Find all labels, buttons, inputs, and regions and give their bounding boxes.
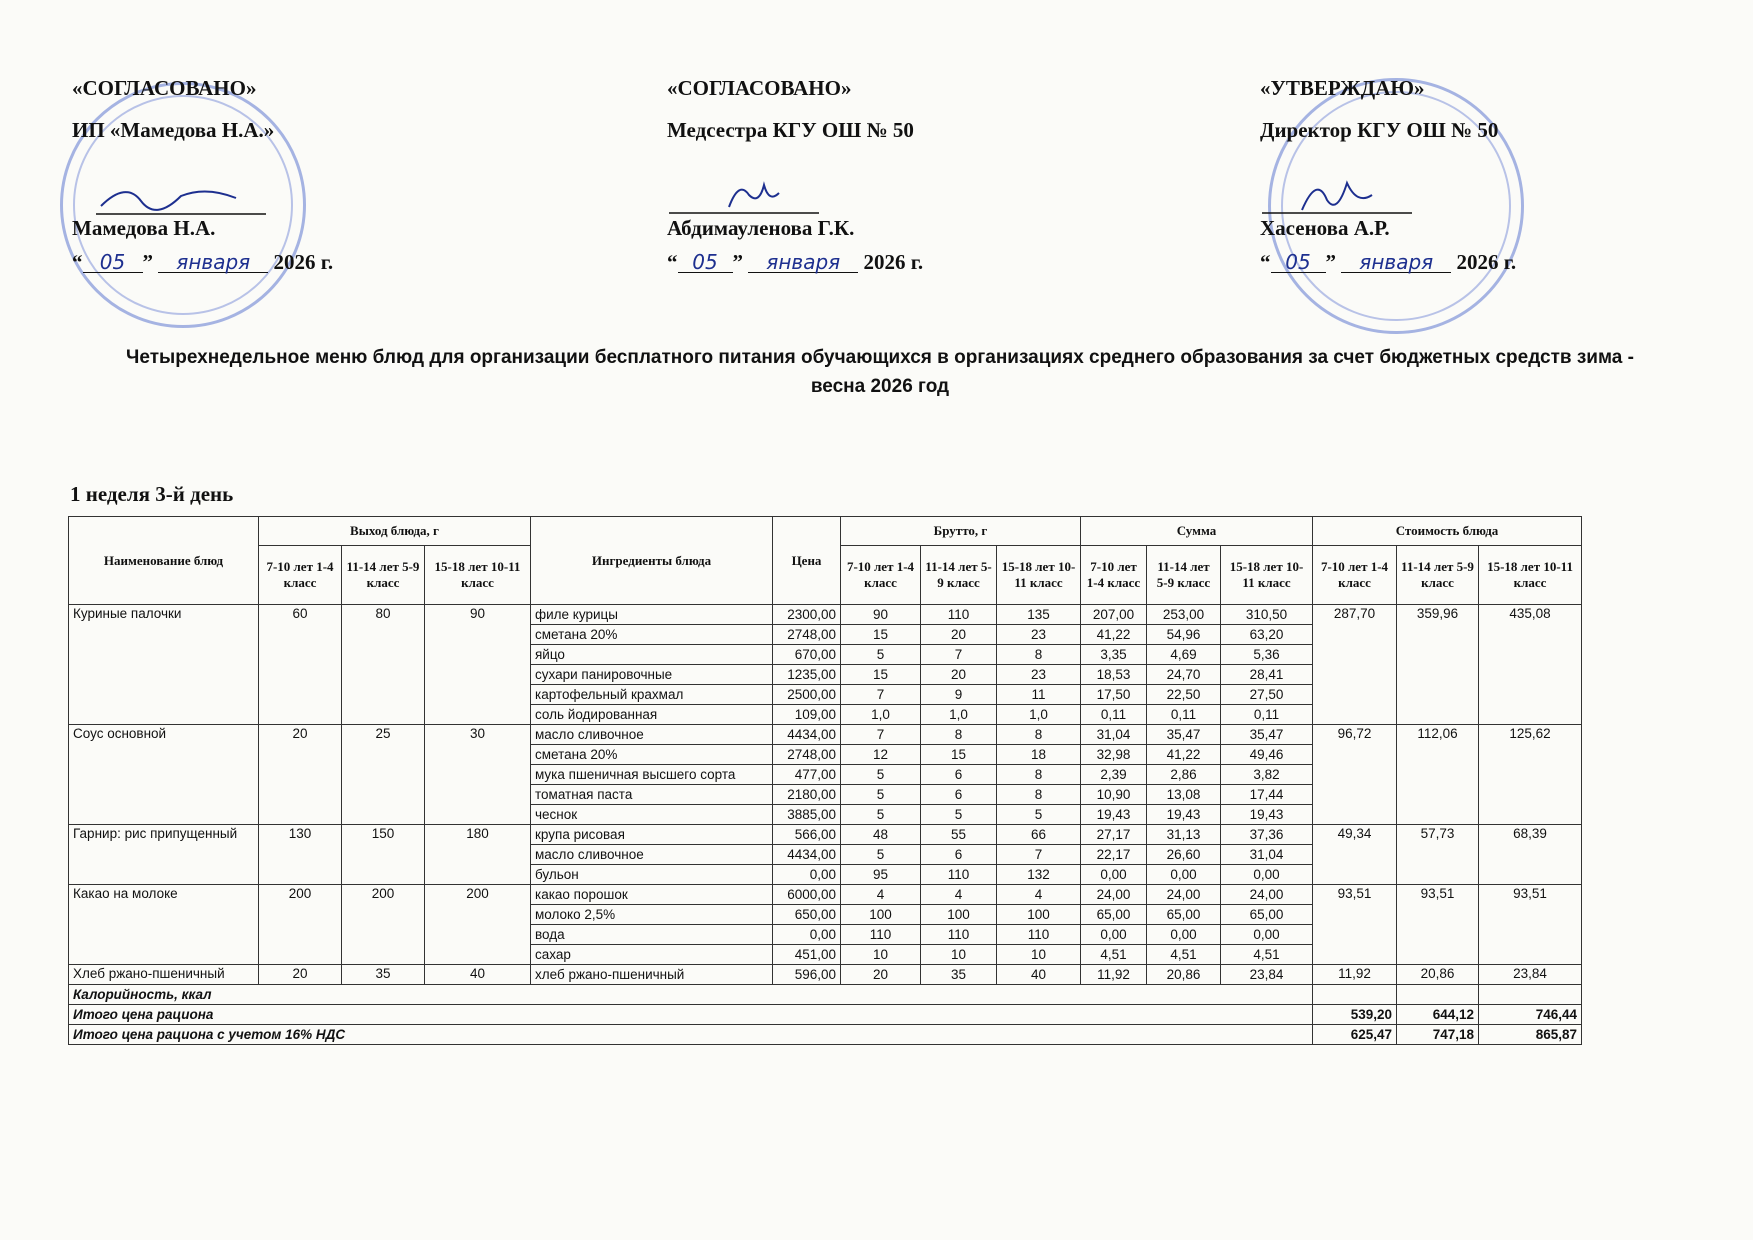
header-ingredients: Ингредиенты блюда — [531, 517, 773, 605]
date-day: 05 — [83, 252, 143, 273]
ingredient-sum: 0,00 — [1221, 925, 1313, 945]
ingredient-sum: 11,92 — [1081, 965, 1147, 985]
subheader-sum-age-group: 11-14 лет 5-9 класс — [1147, 546, 1221, 605]
dish-name: Какао на молоке — [69, 885, 259, 965]
ingredient-price: 1235,00 — [773, 665, 841, 685]
ingredient-price: 477,00 — [773, 765, 841, 785]
ingredient-price: 451,00 — [773, 945, 841, 965]
ingredient-gross: 8 — [997, 725, 1081, 745]
dish-name: Соус основной — [69, 725, 259, 825]
dish-cost: 112,06 — [1397, 725, 1479, 825]
date-month: января — [748, 252, 858, 273]
approval-organization: Директор КГУ ОШ № 50 — [1260, 118, 1499, 142]
ingredient-gross: 1,0 — [997, 705, 1081, 725]
ingredient-sum: 22,17 — [1081, 845, 1147, 865]
signature-supplier — [76, 176, 266, 216]
ingredient-sum: 23,84 — [1221, 965, 1313, 985]
dish-output: 200 — [425, 885, 531, 965]
ingredient-name: чеснок — [531, 805, 773, 825]
ingredient-price: 670,00 — [773, 645, 841, 665]
approval-signer-name: Абдимауленова Г.К. — [667, 216, 855, 240]
ingredient-gross: 8 — [997, 765, 1081, 785]
dish-output: 80 — [342, 605, 425, 725]
header-sum: Сумма — [1081, 517, 1313, 546]
ingredient-name: масло сливочное — [531, 725, 773, 745]
ingredient-gross: 110 — [921, 605, 997, 625]
ingredient-gross: 15 — [841, 665, 921, 685]
totals-row — [69, 1005, 1582, 1025]
table-row — [69, 965, 1582, 985]
subheader-sum-age-group: 7-10 лет 1-4 класс — [1081, 546, 1147, 605]
header-gross: Брутто, г — [841, 517, 1081, 546]
subheader-cost-age-group: 11-14 лет 5-9 класс — [1397, 546, 1479, 605]
ingredient-sum: 31,13 — [1147, 825, 1221, 845]
ingredient-gross: 110 — [921, 865, 997, 885]
totals-value: 625,47 — [1313, 1025, 1397, 1045]
ingredient-gross: 5 — [997, 805, 1081, 825]
ingredient-sum: 10,90 — [1081, 785, 1147, 805]
dish-output: 200 — [342, 885, 425, 965]
ingredient-name: сухари панировочные — [531, 665, 773, 685]
dish-output: 150 — [342, 825, 425, 885]
ingredient-sum: 27,17 — [1081, 825, 1147, 845]
dish-cost: 93,51 — [1479, 885, 1582, 965]
ingredient-price: 0,00 — [773, 925, 841, 945]
ingredient-name: сметана 20% — [531, 745, 773, 765]
ingredient-price: 4434,00 — [773, 725, 841, 745]
ingredient-sum: 5,36 — [1221, 645, 1313, 665]
ingredient-gross: 5 — [841, 765, 921, 785]
header-dish-name: Наименование блюд — [69, 517, 259, 605]
ingredient-gross: 5 — [921, 805, 997, 825]
approval-date: “ 05 ” января 2026 г. — [1260, 250, 1517, 274]
ingredient-sum: 54,96 — [1147, 625, 1221, 645]
ingredient-price: 650,00 — [773, 905, 841, 925]
ingredient-name: хлеб ржано-пшеничный — [531, 965, 773, 985]
approval-date: “ 05 ” января 2026 г. — [667, 250, 924, 274]
approval-organization: ИП «Мамедова Н.А.» — [72, 118, 275, 142]
totals-value: 865,87 — [1479, 1025, 1582, 1045]
dish-cost: 93,51 — [1397, 885, 1479, 965]
totals-label: Итого цена рациона — [69, 1005, 1313, 1025]
ingredient-name: вода — [531, 925, 773, 945]
dish-output: 20 — [259, 965, 342, 985]
dish-output: 30 — [425, 725, 531, 825]
ingredient-gross: 4 — [921, 885, 997, 905]
ingredient-name: сахар — [531, 945, 773, 965]
ingredient-gross: 90 — [841, 605, 921, 625]
ingredient-gross: 11 — [997, 685, 1081, 705]
ingredient-gross: 15 — [841, 625, 921, 645]
header-price: Цена — [773, 517, 841, 605]
approval-signer-name: Мамедова Н.А. — [72, 216, 216, 240]
dish-cost: 20,86 — [1397, 965, 1479, 985]
ingredient-gross: 4 — [841, 885, 921, 905]
ingredient-gross: 110 — [921, 925, 997, 945]
ingredient-gross: 1,0 — [841, 705, 921, 725]
subheader-gross-age-group: 15-18 лет 10-11 класс — [997, 546, 1081, 605]
dish-cost: 49,34 — [1313, 825, 1397, 885]
ingredient-gross: 66 — [997, 825, 1081, 845]
ingredient-sum: 28,41 — [1221, 665, 1313, 685]
ingredient-sum: 24,00 — [1081, 885, 1147, 905]
ingredient-price: 109,00 — [773, 705, 841, 725]
subheader-cost-age-group: 15-18 лет 10-11 класс — [1479, 546, 1582, 605]
ingredient-sum: 0,00 — [1081, 925, 1147, 945]
ingredient-gross: 1,0 — [921, 705, 997, 725]
ingredient-name: крупа рисовая — [531, 825, 773, 845]
totals-value: 746,44 — [1479, 1005, 1582, 1025]
dish-cost: 435,08 — [1479, 605, 1582, 725]
ingredient-price: 6000,00 — [773, 885, 841, 905]
ingredient-sum: 0,00 — [1081, 865, 1147, 885]
header-cost: Стоимость блюда — [1313, 517, 1582, 546]
dish-cost: 68,39 — [1479, 825, 1582, 885]
signature-nurse — [669, 174, 819, 216]
ingredient-sum: 4,51 — [1081, 945, 1147, 965]
date-year: 2026 г. — [863, 250, 924, 274]
ingredient-gross: 10 — [841, 945, 921, 965]
ingredient-sum: 63,20 — [1221, 625, 1313, 645]
dish-cost: 287,70 — [1313, 605, 1397, 725]
ingredient-gross: 5 — [841, 805, 921, 825]
ingredient-gross: 18 — [997, 745, 1081, 765]
ingredient-price: 2500,00 — [773, 685, 841, 705]
ingredient-sum: 13,08 — [1147, 785, 1221, 805]
ingredient-sum: 0,00 — [1147, 865, 1221, 885]
ingredient-price: 566,00 — [773, 825, 841, 845]
dish-output: 40 — [425, 965, 531, 985]
ingredient-price: 3885,00 — [773, 805, 841, 825]
ingredient-sum: 65,00 — [1147, 905, 1221, 925]
ingredient-sum: 31,04 — [1221, 845, 1313, 865]
ingredient-price: 2748,00 — [773, 745, 841, 765]
ingredient-sum: 26,60 — [1147, 845, 1221, 865]
header-output: Выход блюда, г — [259, 517, 531, 546]
subheader-gross-age-group: 7-10 лет 1-4 класс — [841, 546, 921, 605]
ingredient-gross: 7 — [921, 645, 997, 665]
subheader-output-age-group: 7-10 лет 1-4 класс — [259, 546, 342, 605]
ingredient-sum: 0,11 — [1081, 705, 1147, 725]
approval-status: «УТВЕРЖДАЮ» — [1260, 76, 1425, 100]
ingredient-gross: 5 — [841, 785, 921, 805]
signature-director — [1262, 174, 1412, 216]
ingredient-sum: 24,00 — [1221, 885, 1313, 905]
ingredient-gross: 5 — [841, 845, 921, 865]
ingredient-sum: 32,98 — [1081, 745, 1147, 765]
subheader-sum-age-group: 15-18 лет 10-11 класс — [1221, 546, 1313, 605]
ingredient-gross: 100 — [841, 905, 921, 925]
ingredient-gross: 20 — [921, 625, 997, 645]
ingredient-sum: 19,43 — [1221, 805, 1313, 825]
approval-organization: Медсестра КГУ ОШ № 50 — [667, 118, 914, 142]
ingredient-sum: 0,00 — [1221, 865, 1313, 885]
ingredient-gross: 4 — [997, 885, 1081, 905]
ingredient-gross: 110 — [997, 925, 1081, 945]
subheader-output-age-group: 15-18 лет 10-11 класс — [425, 546, 531, 605]
totals-value — [1479, 985, 1582, 1005]
totals-label: Итого цена рациона с учетом 16% НДС — [69, 1025, 1313, 1045]
ingredient-sum: 4,51 — [1147, 945, 1221, 965]
dish-output: 60 — [259, 605, 342, 725]
date-day: 05 — [1271, 252, 1326, 273]
menu-table — [68, 516, 1582, 1045]
ingredient-name: сметана 20% — [531, 625, 773, 645]
ingredient-sum: 24,70 — [1147, 665, 1221, 685]
ingredient-gross: 9 — [921, 685, 997, 705]
totals-value: 644,12 — [1397, 1005, 1479, 1025]
dish-name: Куриные палочки — [69, 605, 259, 725]
approval-date: “ 05 ” января 2026 г. — [72, 250, 334, 274]
ingredient-gross: 10 — [997, 945, 1081, 965]
ingredient-gross: 95 — [841, 865, 921, 885]
ingredient-gross: 135 — [997, 605, 1081, 625]
ingredient-gross: 7 — [997, 845, 1081, 865]
ingredient-name: соль йодированная — [531, 705, 773, 725]
ingredient-gross: 7 — [841, 725, 921, 745]
ingredient-sum: 24,00 — [1147, 885, 1221, 905]
ingredient-price: 596,00 — [773, 965, 841, 985]
ingredient-gross: 8 — [921, 725, 997, 745]
ingredient-sum: 0,11 — [1221, 705, 1313, 725]
ingredient-gross: 110 — [841, 925, 921, 945]
ingredient-sum: 35,47 — [1147, 725, 1221, 745]
ingredient-sum: 35,47 — [1221, 725, 1313, 745]
ingredient-sum: 27,50 — [1221, 685, 1313, 705]
dish-output: 35 — [342, 965, 425, 985]
ingredient-sum: 253,00 — [1147, 605, 1221, 625]
ingredient-gross: 100 — [997, 905, 1081, 925]
ingredient-gross: 8 — [997, 645, 1081, 665]
dish-name: Хлеб ржано-пшеничный — [69, 965, 259, 985]
totals-value — [1313, 985, 1397, 1005]
ingredient-price: 2300,00 — [773, 605, 841, 625]
dish-output: 200 — [259, 885, 342, 965]
ingredient-sum: 19,43 — [1081, 805, 1147, 825]
ingredient-gross: 100 — [921, 905, 997, 925]
date-month: января — [158, 252, 268, 273]
ingredient-gross: 8 — [997, 785, 1081, 805]
ingredient-name: какао порошок — [531, 885, 773, 905]
approval-signer-name: Хасенова А.Р. — [1260, 216, 1390, 240]
ingredient-sum: 22,50 — [1147, 685, 1221, 705]
ingredient-name: яйцо — [531, 645, 773, 665]
ingredient-sum: 4,51 — [1221, 945, 1313, 965]
ingredient-price: 4434,00 — [773, 845, 841, 865]
table-row — [69, 605, 1582, 625]
table-row — [69, 885, 1582, 905]
approval-status: «СОГЛАСОВАНО» — [72, 76, 257, 100]
ingredient-gross: 132 — [997, 865, 1081, 885]
ingredient-gross: 35 — [921, 965, 997, 985]
ingredient-sum: 17,44 — [1221, 785, 1313, 805]
totals-value: 539,20 — [1313, 1005, 1397, 1025]
subheader-output-age-group: 11-14 лет 5-9 класс — [342, 546, 425, 605]
ingredient-price: 2748,00 — [773, 625, 841, 645]
ingredient-gross: 20 — [921, 665, 997, 685]
totals-value — [1397, 985, 1479, 1005]
ingredient-name: масло сливочное — [531, 845, 773, 865]
ingredient-sum: 18,53 — [1081, 665, 1147, 685]
date-month: января — [1341, 252, 1451, 273]
ingredient-sum: 41,22 — [1147, 745, 1221, 765]
date-day: 05 — [678, 252, 733, 273]
dish-output: 25 — [342, 725, 425, 825]
table-row — [69, 725, 1582, 745]
ingredient-price: 0,00 — [773, 865, 841, 885]
ingredient-gross: 20 — [841, 965, 921, 985]
ingredient-gross: 55 — [921, 825, 997, 845]
dish-output: 90 — [425, 605, 531, 725]
ingredient-name: бульон — [531, 865, 773, 885]
ingredient-sum: 37,36 — [1221, 825, 1313, 845]
ingredient-gross: 10 — [921, 945, 997, 965]
ingredient-sum: 3,82 — [1221, 765, 1313, 785]
ingredient-name: молоко 2,5% — [531, 905, 773, 925]
ingredient-gross: 40 — [997, 965, 1081, 985]
dish-output: 130 — [259, 825, 342, 885]
ingredient-gross: 6 — [921, 765, 997, 785]
ingredient-sum: 65,00 — [1081, 905, 1147, 925]
ingredient-sum: 3,35 — [1081, 645, 1147, 665]
ingredient-gross: 23 — [997, 625, 1081, 645]
subheader-cost-age-group: 7-10 лет 1-4 класс — [1313, 546, 1397, 605]
ingredient-name: томатная паста — [531, 785, 773, 805]
totals-value: 747,18 — [1397, 1025, 1479, 1045]
ingredient-sum: 19,43 — [1147, 805, 1221, 825]
ingredient-sum: 4,69 — [1147, 645, 1221, 665]
dish-cost: 23,84 — [1479, 965, 1582, 985]
ingredient-price: 2180,00 — [773, 785, 841, 805]
dish-name: Гарнир: рис припущенный — [69, 825, 259, 885]
ingredient-sum: 207,00 — [1081, 605, 1147, 625]
ingredient-sum: 31,04 — [1081, 725, 1147, 745]
ingredient-name: филе курицы — [531, 605, 773, 625]
ingredient-sum: 0,00 — [1147, 925, 1221, 945]
ingredient-gross: 48 — [841, 825, 921, 845]
document-title: Четырехнедельное меню блюд для организации бесплатного питания обучающихся в организациях среднего образования за счет бюджетных средств зима - весна 2026 год — [126, 347, 1634, 397]
ingredient-gross: 15 — [921, 745, 997, 765]
ingredient-gross: 6 — [921, 845, 997, 865]
dish-cost: 11,92 — [1313, 965, 1397, 985]
table-row — [69, 825, 1582, 845]
totals-row — [69, 1025, 1582, 1045]
totals-row — [69, 985, 1582, 1005]
ingredient-gross: 23 — [997, 665, 1081, 685]
dish-cost: 96,72 — [1313, 725, 1397, 825]
ingredient-sum: 2,86 — [1147, 765, 1221, 785]
date-year: 2026 г. — [1456, 250, 1517, 274]
ingredient-gross: 7 — [841, 685, 921, 705]
dish-output: 180 — [425, 825, 531, 885]
subheader-gross-age-group: 11-14 лет 5-9 класс — [921, 546, 997, 605]
ingredient-gross: 5 — [841, 645, 921, 665]
ingredient-name: картофельный крахмал — [531, 685, 773, 705]
totals-label: Калорийность, ккал — [69, 985, 1313, 1005]
dish-cost: 57,73 — [1397, 825, 1479, 885]
date-year: 2026 г. — [273, 250, 334, 274]
ingredient-name: мука пшеничная высшего сорта — [531, 765, 773, 785]
ingredient-sum: 41,22 — [1081, 625, 1147, 645]
ingredient-sum: 0,11 — [1147, 705, 1221, 725]
ingredient-gross: 6 — [921, 785, 997, 805]
ingredient-sum: 310,50 — [1221, 605, 1313, 625]
dish-cost: 359,96 — [1397, 605, 1479, 725]
ingredient-sum: 49,46 — [1221, 745, 1313, 765]
dish-cost: 125,62 — [1479, 725, 1582, 825]
ingredient-sum: 2,39 — [1081, 765, 1147, 785]
ingredient-gross: 12 — [841, 745, 921, 765]
ingredient-sum: 20,86 — [1147, 965, 1221, 985]
approval-status: «СОГЛАСОВАНО» — [667, 76, 852, 100]
ingredient-sum: 65,00 — [1221, 905, 1313, 925]
dish-output: 20 — [259, 725, 342, 825]
day-label: 1 неделя 3-й день — [70, 482, 234, 506]
ingredient-sum: 17,50 — [1081, 685, 1147, 705]
dish-cost: 93,51 — [1313, 885, 1397, 965]
